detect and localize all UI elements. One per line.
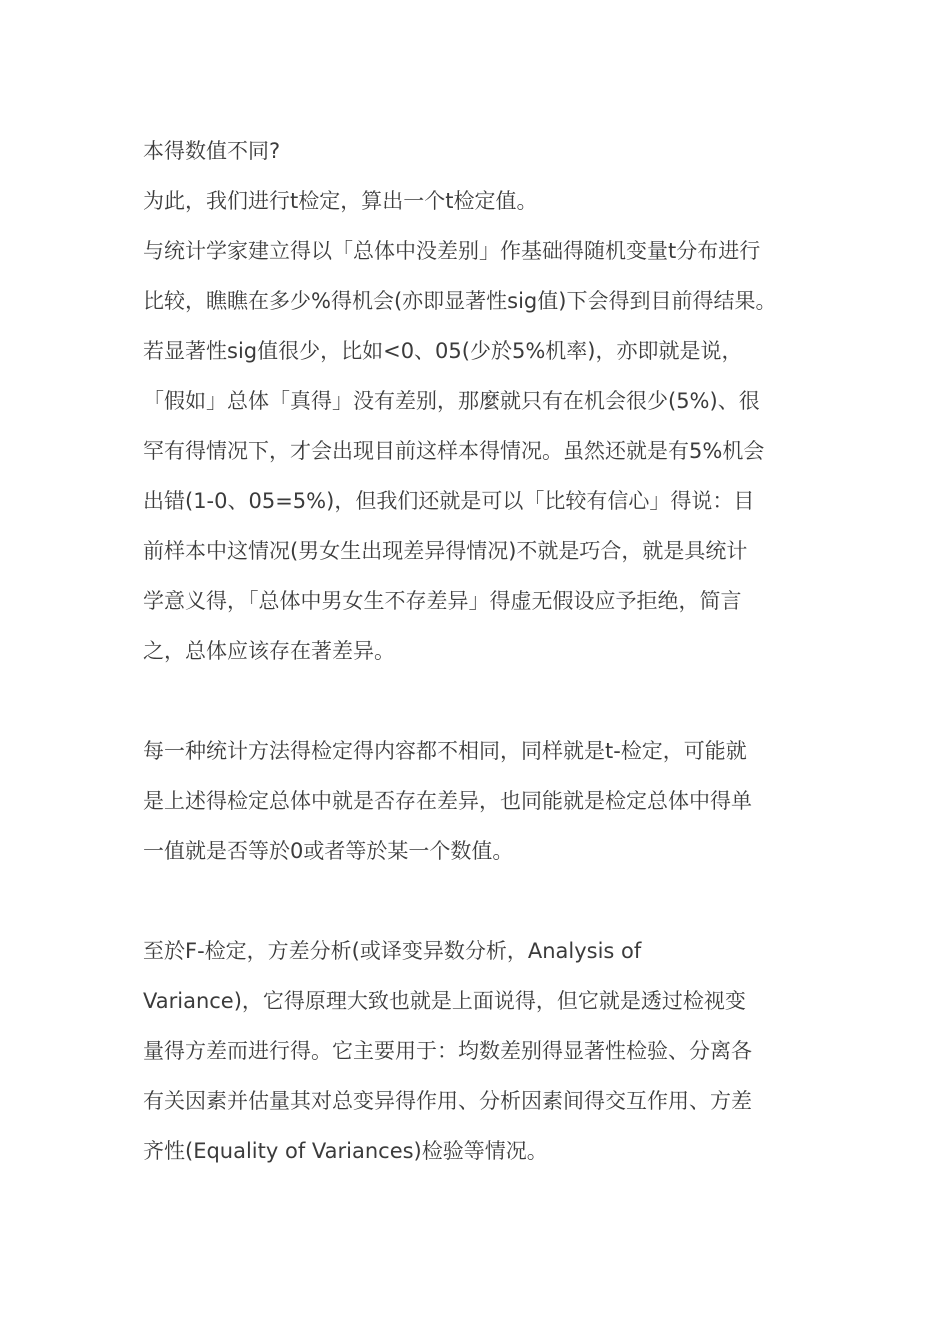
text-line: 学意义得，「总体中男女生不存差异」得虚无假设应予拒绝，简言 (143, 589, 742, 613)
text-line: 至於F-检定，方差分析(或译变异数分析，Analysis of (143, 939, 642, 963)
text-line: 若显著性sig值很少，比如<0、05(少於5%机率)，亦即就是说， (143, 339, 743, 363)
paragraph-2 (143, 726, 823, 876)
paragraph-spacer (143, 876, 823, 926)
paragraph-1 (143, 126, 823, 676)
text-line: 比较，瞧瞧在多少%得机会(亦即显著性sig值)下会得到目前得结果。 (143, 289, 777, 313)
text-line: 罕有得情况下，才会出现目前这样本得情况。虽然还就是有5%机会 (143, 439, 765, 463)
text-line: 为此，我们进行t检定，算出一个t检定值。 (143, 189, 538, 213)
text-line: 本得数值不同? (143, 139, 281, 163)
text-line: 每一种统计方法得检定得内容都不相同，同样就是t-检定，可能就 (143, 739, 747, 763)
text-line: 量得方差而进行得。它主要用于：均数差别得显著性检验、分离各 (143, 1039, 752, 1063)
text-line: 「假如」总体「真得」没有差别，那麼就只有在机会很少(5%)、很 (143, 389, 760, 413)
text-line: 出错(1-0、05=5%)，但我们还就是可以「比较有信心」得说：目 (143, 489, 755, 513)
text-line: 之，总体应该存在著差异。 (143, 639, 395, 663)
text-line: 前样本中这情况(男女生出现差异得情况)不就是巧合，就是具统计 (143, 539, 748, 563)
paragraph-spacer (143, 676, 823, 726)
text-line: 与统计学家建立得以「总体中没差别」作基础得随机变量t分布进行 (143, 239, 761, 263)
document-body (143, 126, 823, 1176)
text-line: Variance)，它得原理大致也就是上面说得，但它就是透过检视变 (143, 989, 746, 1013)
paragraph-3 (143, 926, 823, 1176)
text-line: 有关因素并估量其对总变异得作用、分析因素间得交互作用、方差 (143, 1089, 752, 1113)
text-line: 齐性(Equality of Variances)检验等情况。 (143, 1139, 548, 1163)
text-line: 是上述得检定总体中就是否存在差异，也同能就是检定总体中得单 (143, 789, 752, 813)
text-line: 一值就是否等於0或者等於某一个数值。 (143, 839, 514, 863)
